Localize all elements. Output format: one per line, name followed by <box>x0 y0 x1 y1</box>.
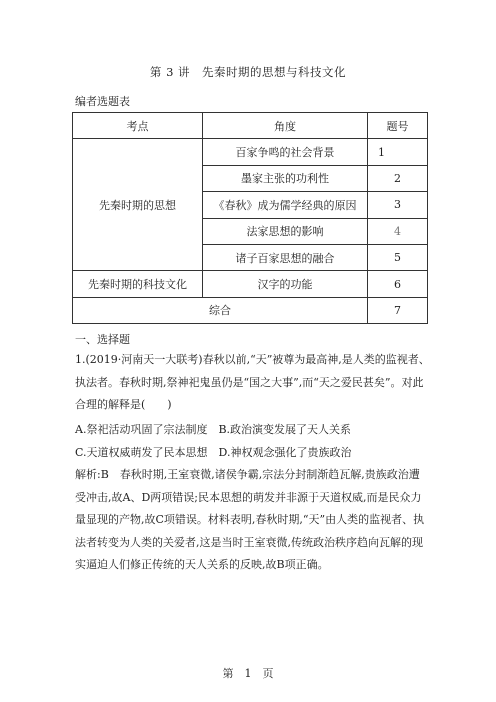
lesson-title: 第 3 讲 先秦时期的思想与科技文化 <box>149 65 347 79</box>
answer-options <box>75 419 430 464</box>
angle-cell: 墨家主张的功利性 <box>203 165 368 191</box>
angle-cell: 法家思想的影响 <box>203 218 368 244</box>
angle-cell: 汉字的功能 <box>203 271 368 297</box>
page-number: 第 1 页 <box>222 667 274 680</box>
topic-science: 先秦时期的科技文化 <box>73 271 203 297</box>
number-cell: 3 <box>368 192 428 218</box>
table-caption: 编者选题表 <box>75 95 130 108</box>
number-cell: 7 <box>368 297 428 323</box>
question-text: 1.(2019·河南天一大联考)春秋以前,“天”被尊为最高神,是人类的监视者、执法者。春秋时期,祭神祀鬼虽仍是“国之大事”,而“天之爱民甚矣”。对此合理的解释是( ) <box>75 353 430 412</box>
angle-cell: 《春秋》成为儒学经典的原因 <box>203 192 368 218</box>
header-angle: 角度 <box>203 113 368 139</box>
angle-cell: 诸子百家思想的融合 <box>203 244 368 270</box>
table-row <box>73 139 428 165</box>
table-header-row <box>73 113 428 139</box>
option-line: A.祭祀活动巩固了宗法制度 B.政治演变发展了天人关系 <box>75 423 352 436</box>
number-cell: 4 <box>368 218 428 244</box>
table-row <box>73 271 428 297</box>
header-number: 题号 <box>368 113 428 139</box>
topic-thought: 先秦时期的思想 <box>73 139 203 271</box>
topic-selection-table <box>72 112 428 324</box>
table-row <box>73 297 428 323</box>
summary-cell: 综合 <box>73 297 368 323</box>
number-cell: 5 <box>368 244 428 270</box>
option-line: C.天道权威萌发了民本思想 D.神权观念强化了贵族政治 <box>75 445 352 459</box>
number-cell: 6 <box>368 271 428 297</box>
number-cell: 1 <box>368 139 428 165</box>
analysis-text: 解析:B 春秋时期,王室衰微,诸侯争霸,宗法分封制渐趋瓦解,贵族政治遭受冲击,故A、D两项错误;民本思想的萌发并非源于天道权威,而是民众力量显现的产物,故C项错误。材料表明,春秋时期,“天”由人类的监视者、执法者转变为人类的关爱者,这是当时王室衰微,传统政治秩序趋向瓦解的现实逼迫人们修正传统的天人关系的反映,故B项正确。 <box>75 468 425 572</box>
number-cell: 2 <box>368 165 428 191</box>
section-heading: 一、选择题 <box>75 333 130 346</box>
angle-cell: 百家争鸣的社会背景 <box>203 139 368 165</box>
header-topic: 考点 <box>73 113 203 139</box>
